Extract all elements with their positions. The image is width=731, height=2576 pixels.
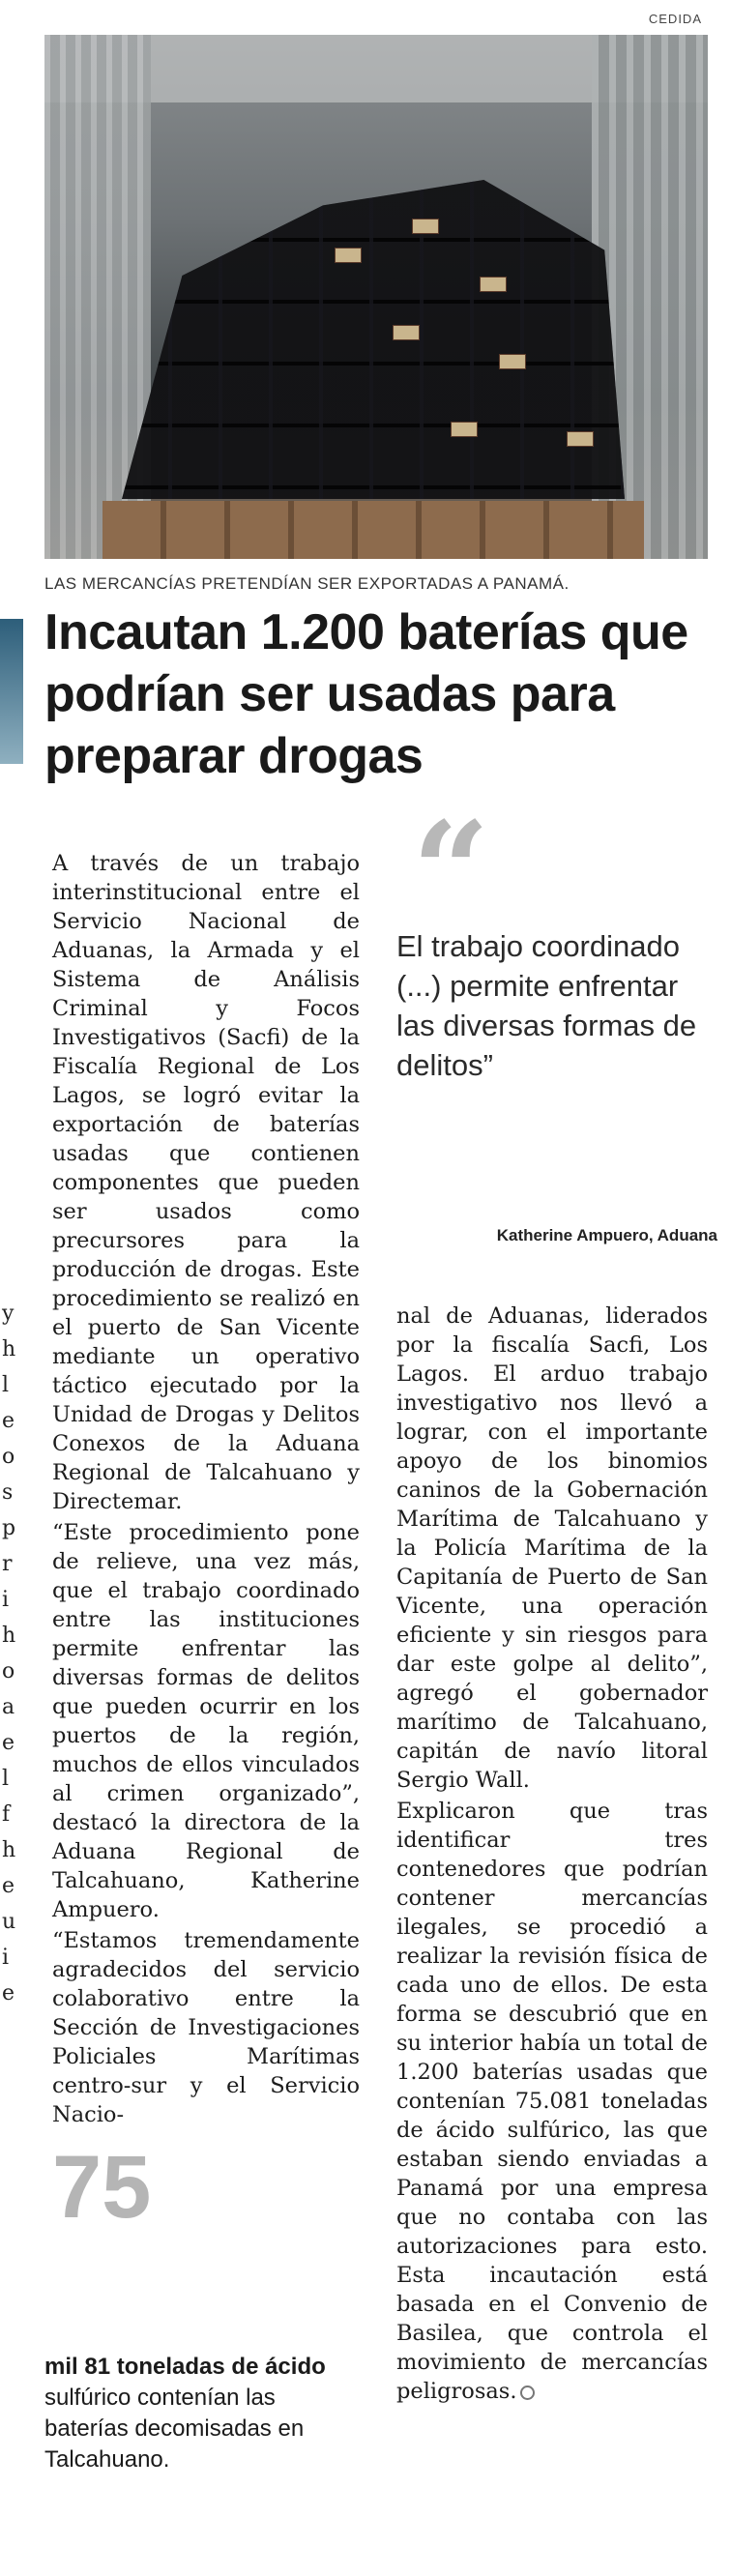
paragraph: A través de un trabajo interinstitucional entre el Servicio Nacional de Aduanas, la Armada y el Sistema de Análisis Criminal y Focos Investigativos (Sacfi) de la Fiscalía Regional de Los Lagos, se logró evitar la exportación de baterías usadas que contienen componentes que pueden ser usados como precursores para la producción de drogas. Este procedimiento se realizó en el puerto de San Vicente mediante un operativo táctico ejecutado por la Unidad de Drogas y Delitos Conexos de la Aduana Regional de Talcahuano y Directemar. [52, 851, 360, 1514]
article-photo [44, 35, 708, 559]
quote-mark-icon: “ [412, 793, 490, 951]
stat-bold-text: mil 81 toneladas de ácido [44, 2354, 326, 2380]
article-column-1 [52, 849, 360, 2131]
paragraph [396, 1797, 708, 2406]
photo-battery-label [499, 354, 526, 369]
stat-number: 75 [52, 2138, 152, 2237]
pull-quote-author: Katherine Ampuero, Aduana [496, 1226, 717, 1244]
photo-battery-label [335, 248, 362, 263]
end-of-article-icon [520, 2386, 535, 2400]
photo-battery-label [412, 219, 439, 234]
paragraph-text: Explicaron que tras identificar tres contenedores que podrían contener mercancías ilegales, se procedió a realizar la revisión física de cada uno de ellos. De esta forma se descubrió que en su interior había un total de 1.200 baterías usadas que contenían 75.081 toneladas de ácido sulfúrico, las que estaban siendo enviadas a Panamá por una empresa que no contaba con las autorizaciones para esto. Esta incautación está basada en el Convenio de Basilea, que controla el movimiento de mercancías peligrosas. [396, 1799, 708, 2404]
photo-battery-label [567, 431, 594, 447]
photo-battery-label [451, 422, 478, 437]
stat-description [44, 2352, 364, 2475]
photo-credit: CEDIDA [648, 12, 702, 26]
paragraph: nal de Aduanas, liderados por la fiscalía Sacfi, Los Lagos. El arduo trabajo investigativo nos llevó a lograr, con el importante apoyo de los binomios caninos de la Gobernación Marítima de Talcahuano y la Policía Marítima de la Capitanía de Puerto de San Vicente, una operación eficiente y sin riesgos para dar este golpe al delito”, agregó el gobernador marítimo de Talcahuano, capitán de navío litoral Sergio Wall. [396, 1303, 708, 1793]
photo-pallet [102, 501, 644, 559]
photo-battery-label [480, 277, 507, 292]
stat-text: sulfúrico contenían las baterías decomisadas en Talcahuano. [44, 2385, 305, 2473]
adjacent-article-edge [0, 619, 23, 764]
adjacent-column-edge-text: y h l e o s p r i h o a e l f h e u i e [2, 1302, 16, 2005]
headline: Incautan 1.200 baterías que podrían ser usadas para preparar drogas [44, 604, 688, 784]
paragraph: “Estamos tremendamente agradecidos del servicio colaborativo entre la Sección de Investigaciones Policiales Marítimas centro-sur y el Servicio Nacio- [52, 1928, 360, 2127]
photo-battery-label [393, 325, 420, 340]
paragraph: “Este procedimiento pone de relieve, una vez más, que el trabajo coordinado entre las instituciones permite enfrentar las diversas formas de delitos que pueden ocurrir en los puertos de la región, muchos de ellos vinculados al crimen organizado”, destacó la directora de la Aduana Regional de Talcahuano, Katherine Ampuero. [52, 1520, 360, 1922]
article-column-2 [396, 1302, 708, 2408]
photo-caption: LAS MERCANCÍAS PRETENDÍAN SER EXPORTADAS A PANAMÁ. [44, 574, 570, 593]
pull-quote: El trabajo coordinado (...) permite enfrentar las diversas formas de delitos” [396, 929, 697, 1082]
photo-battery-stack [122, 180, 625, 499]
